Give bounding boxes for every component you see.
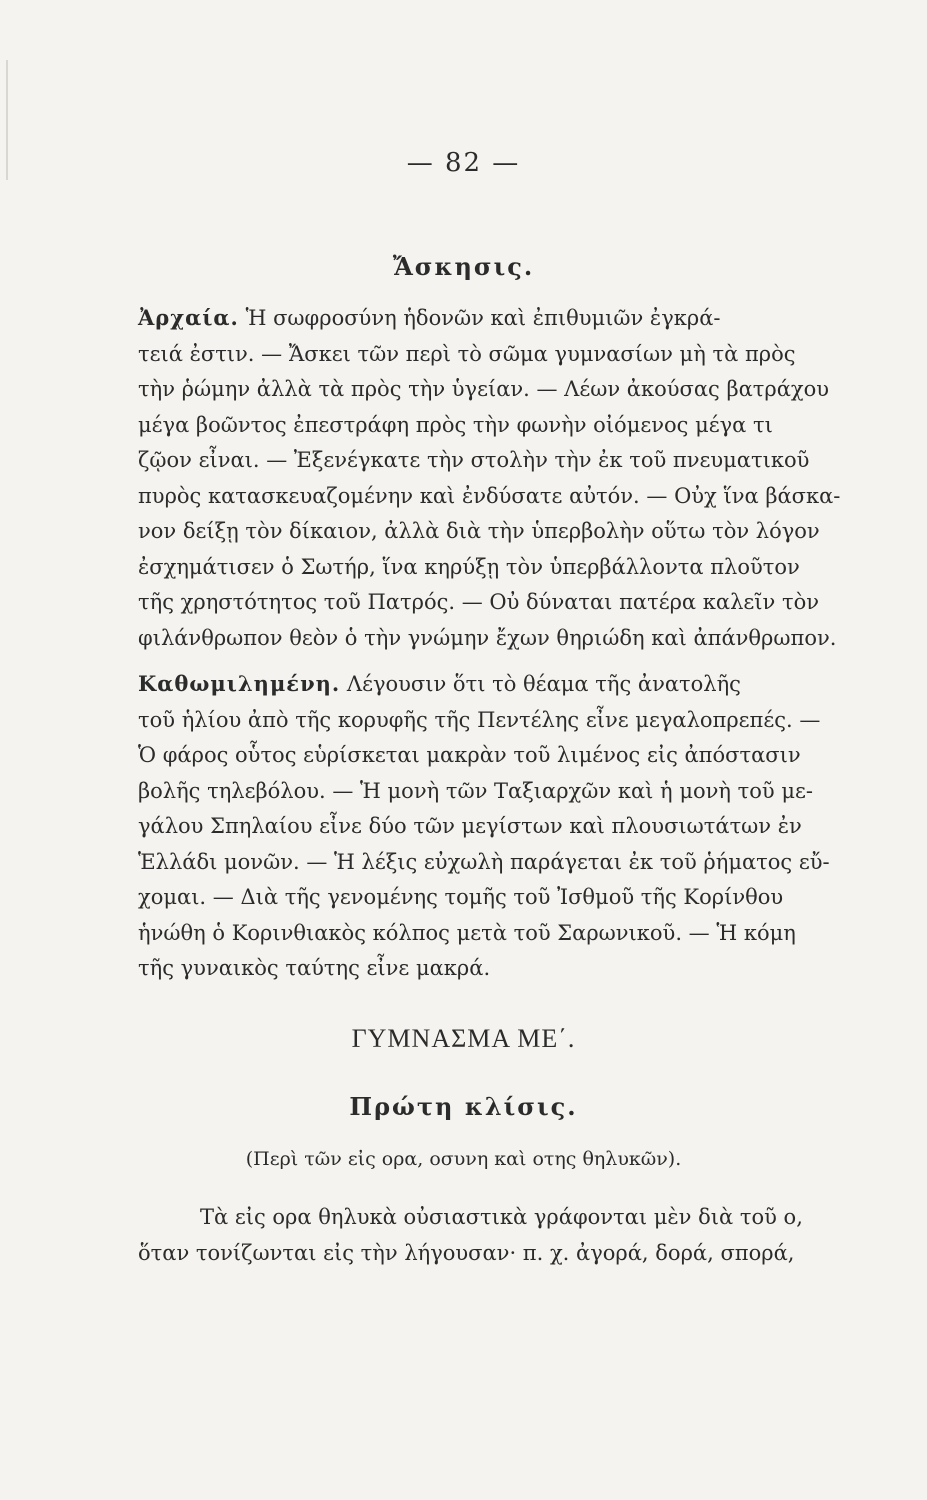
text-line: ὅταν τονίζωνται εἰς τὴν λήγουσαν· π. χ. ἀγορά, δορά, σπορά, bbox=[138, 1240, 795, 1265]
parenthetical-note: (Περὶ τῶν εἰς ορα, οσυνη καὶ οτης θηλυκῶν). bbox=[245, 1148, 682, 1170]
declension-title: Πρώτη κλίσις. bbox=[349, 1092, 578, 1121]
kathomiloumeni-label: Καθωμιλημένη. bbox=[138, 671, 341, 696]
text-line-content: Λέγουσιν ὅτι τὸ θέαμα τῆς ἀνατολῆς bbox=[346, 672, 741, 696]
text-line: ἡνώθη ὁ Κορινθιακὸς κόλπος μετὰ τοῦ Σαρωνικοῦ. — Ἡ κόμη bbox=[138, 920, 796, 945]
text-line bbox=[138, 666, 898, 703]
gymnasma-title: ΓΥΜΝΑΣΜΑ ΜΕ΄. bbox=[351, 1024, 576, 1053]
text-line: Ὁ φάρος οὗτος εὑρίσκεται μακρὰν τοῦ λιμένος εἰς ἀπόστασιν bbox=[138, 743, 801, 767]
text-line: πυρὸς κατασκευαζομένην καὶ ἐνδύσατε αὐτόν. — Οὐχ ἵνα βάσκα- bbox=[138, 483, 841, 508]
text-line: βολῆς τηλεβόλου. — Ἡ μονὴ τῶν Ταξιαρχῶν καὶ ἡ μονὴ τοῦ με- bbox=[138, 778, 813, 803]
text-line: τῆς γυναικὸς ταύτης εἶνε μακρά. bbox=[138, 956, 491, 980]
text-line: νον δείξῃ τὸν δίκαιον, ἀλλὰ διὰ τὴν ὑπερβολὴν οὕτω τὸν λόγον bbox=[138, 519, 820, 543]
page-number: — 82 — bbox=[406, 148, 521, 178]
text-line: γάλου Σπηλαίου εἶνε δύο τῶν μεγίστων καὶ πλουσιωτάτων ἐν bbox=[138, 814, 802, 838]
text-line: ζῷον εἶναι. — Ἐξενέγκατε τὴν στολὴν τὴν ἐκ τοῦ πνευματικοῦ bbox=[138, 448, 810, 472]
text-line: τῆς χρηστότητος τοῦ Πατρός. — Οὐ δύναται πατέρα καλεῖν τὸν bbox=[138, 590, 819, 614]
text-line: Ἑλλάδι μονῶν. — Ἡ λέξις εὐχωλὴ παράγεται ἐκ τοῦ ῥήματος εὔ- bbox=[138, 849, 830, 874]
text-line: Τὰ εἰς ορα θηλυκὰ οὐσιαστικὰ γράφονται μὲν διὰ τοῦ ο, bbox=[200, 1205, 803, 1229]
text-line: χομαι. — Διὰ τῆς γενομένης τομῆς τοῦ Ἰσθμοῦ τῆς Κορίνθου bbox=[138, 885, 784, 909]
archaia-section bbox=[138, 300, 898, 656]
rule-section bbox=[138, 1200, 898, 1271]
text-line-content: Ἡ σωφροσύνη ἡδονῶν καὶ ἐπιθυμιῶν ἐγκρά- bbox=[245, 306, 721, 330]
text-line: μέγα βοῶντος ἐπεστράφη πρὸς τὴν φωνὴν οἰόμενος μέγα τι bbox=[138, 412, 773, 437]
text-line: φιλάνθρωπον θεὸν ὁ τὴν γνώμην ἔχων θηριώδη καὶ ἀπάνθρωπον. bbox=[138, 625, 837, 650]
kathomiloumeni-section bbox=[138, 666, 898, 987]
text-line: τοῦ ἡλίου ἀπὸ τῆς κορυφῆς τῆς Πεντέλης εἶνε μεγαλοπρεπές. — bbox=[138, 707, 821, 732]
section-title: Ἄσκησις. bbox=[392, 252, 535, 281]
text-line: ἐσχημάτισεν ὁ Σωτήρ, ἵνα κηρύξῃ τὸν ὑπερβάλλοντα πλοῦτον bbox=[138, 554, 800, 579]
archaia-label: Ἀρχαία. bbox=[138, 305, 239, 330]
text-line bbox=[138, 300, 898, 337]
text-line: τὴν ῥώμην ἀλλὰ τὰ πρὸς τὴν ὑγείαν. — Λέων ἀκούσας βατράχου bbox=[138, 377, 830, 401]
text-line: τειά ἐστιν. — Ἄσκει τῶν περὶ τὸ σῶμα γυμνασίων μὴ τὰ πρὸς bbox=[138, 341, 796, 366]
